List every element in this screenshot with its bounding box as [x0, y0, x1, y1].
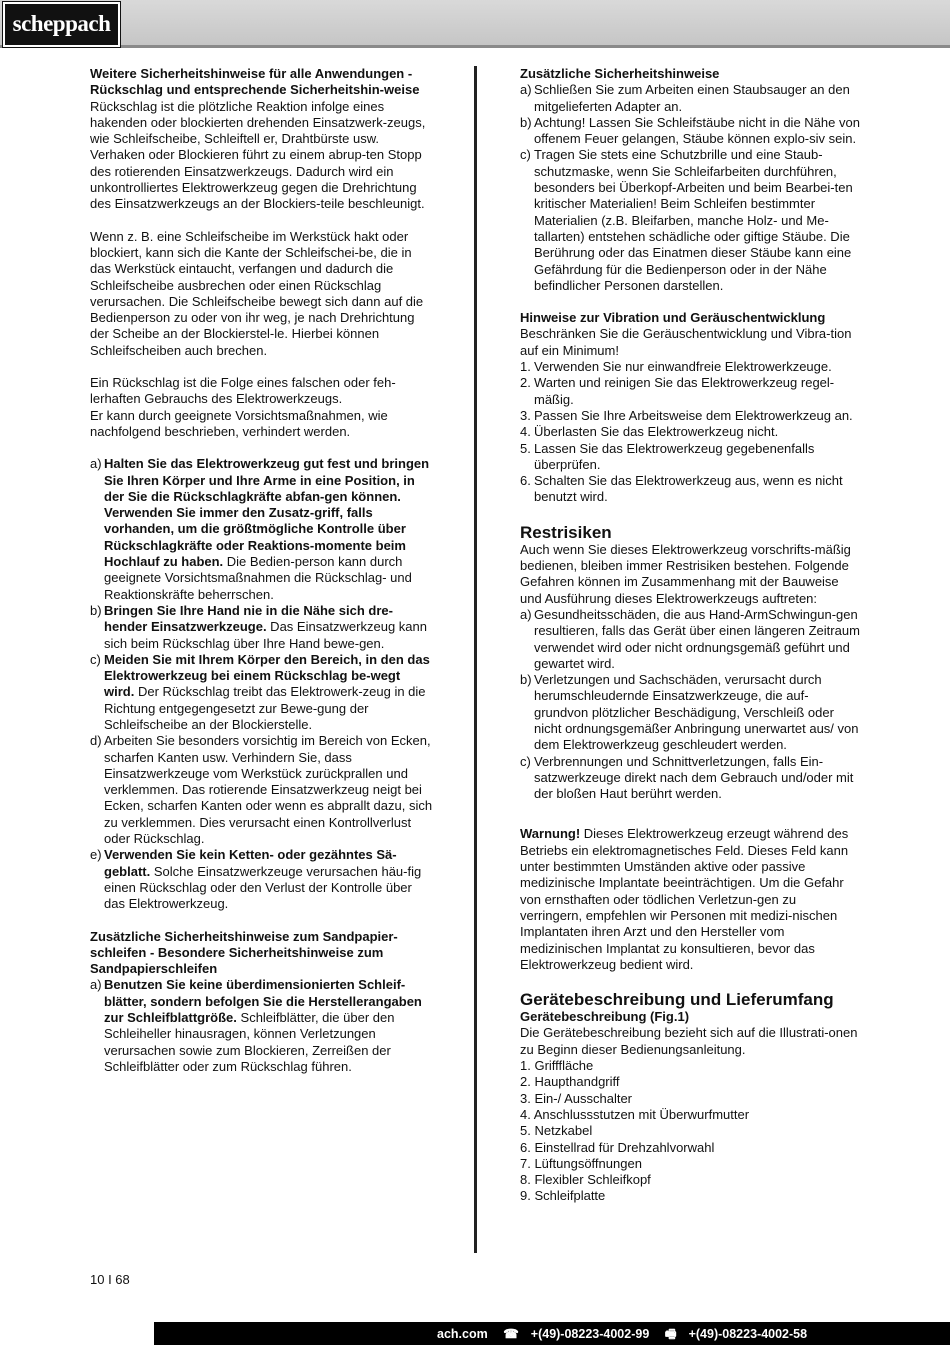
list-item-text: Schalten Sie das Elektrowerkzeug aus, wenn es nicht benutzt wird.	[534, 473, 843, 505]
list-item	[90, 456, 433, 603]
list-marker: 2.	[520, 375, 531, 391]
list-item	[520, 147, 860, 294]
brand-logo: scheppach	[3, 2, 120, 47]
part-item: 9. Schleifplatte	[520, 1188, 606, 1204]
additional-safety-heading: Zusätzliche Sicherheitshinweise	[520, 66, 720, 81]
device-description-subheading: Gerätebeschreibung (Fig.1)	[520, 1009, 690, 1025]
fax-number: +(49)-08223-4002-58	[688, 1327, 808, 1341]
column-divider	[474, 66, 477, 1253]
list-item	[520, 82, 860, 115]
list-marker: 6.	[520, 473, 531, 489]
list-item	[520, 375, 860, 408]
right-column	[520, 66, 860, 1205]
list-item-text: Das Einsatzwerkzeug kann sich beim Rückschlag über Ihre Hand bewe-gen.	[104, 619, 427, 651]
sandpaper-heading: Zusätzliche Sicherheitshinweise zum Sandpapier-schleifen - Besondere Sicherheitshinweise zum Sandpapierschleifen	[90, 928, 398, 977]
page-number: 10 I 68	[90, 1272, 130, 1287]
phone-number: +(49)-08223-4002-99	[530, 1327, 650, 1341]
list-item	[90, 652, 433, 733]
list-item-text: Schleifblätter, die über den Schleiheller hinausragen, können Verletzungen verursachen sowie zum Blockieren, Zerreißen der Schleifblätter oder zum Rückschlag führen.	[104, 1010, 395, 1074]
kickback-para-4: Er kann durch geeignete Vorsichtsmaßnahmen, wie nachfolgend beschrieben, verhindert werden.	[90, 407, 388, 439]
list-item	[520, 672, 860, 753]
list-item	[90, 733, 433, 847]
list-item	[520, 424, 860, 440]
list-item-text: Lassen Sie das Elektrowerkzeug gegebenenfalls überprüfen.	[534, 440, 815, 472]
residual-risks-intro: Auch wenn Sie dieses Elektrowerkzeug vorschrifts-mäßig bedienen, bleiben immer Restrisiken bestehen. Folgende Gefahren können im Zusammenhang mit der Bauweise und Ausführung dieses Elektrowerkzeugs auftreten:	[520, 541, 851, 606]
header-bar	[0, 0, 950, 48]
part-item: 1. Grifffläche	[520, 1058, 594, 1074]
footer-whitebox	[0, 1322, 154, 1345]
list-item-bold: Bringen Sie Ihre Hand nie in die Nähe sich dre-hender Einsatzwerkzeuge.	[104, 602, 393, 635]
list-item	[520, 359, 860, 375]
list-marker: 3.	[520, 407, 531, 423]
list-marker: a)	[520, 606, 532, 622]
phone-icon: ☎	[503, 1327, 519, 1341]
list-item-text: Verwenden Sie nur einwandfreie Elektrowerkzeuge.	[534, 359, 832, 375]
list-item-bold: Meiden Sie mit Ihrem Körper den Bereich, in den das Elektrowerkzeug bei einem Rückschlag be-wegt wird.	[104, 651, 430, 700]
list-marker: b)	[520, 672, 532, 688]
kickback-para-3: Ein Rückschlag ist die Folge eines falschen oder feh-lerhaften Gebrauchs des Elektrowerkzeugs.	[90, 375, 396, 407]
list-item-bold: Halten Sie das Elektrowerkzeug gut fest und bringen Sie Ihren Körper und Ihre Arme in eine Position, in der Sie die Rückschlagkräfte abfan-gen können. Verwenden Sie immer den Zusatz-griff, falls vorhanden, um die größtmögliche Kontrolle über Rückschlagkräfte oder Reaktions-momente beim Hochlauf zu haben.	[104, 456, 430, 570]
list-marker: c)	[90, 651, 101, 667]
residual-risks-heading: Restrisiken	[520, 522, 612, 542]
list-item-text: Schließen Sie zum Arbeiten einen Staubsauger an den mitgelieferten Adapter an.	[534, 82, 850, 114]
vibration-intro: Beschränken Sie die Geräuschentwicklung und Vibra-tion auf ein Minimum!	[520, 326, 852, 358]
list-item-bold: Verwenden Sie kein Ketten- oder gezähntes Sä-geblatt.	[104, 847, 397, 879]
list-marker: 1.	[520, 359, 531, 375]
list-item	[90, 603, 433, 652]
list-item-text: Die Bedien-person kann durch geeignete Vorsichtsmaßnahmen die Rückschlag- und Reaktionskräfte beherrschen.	[104, 554, 412, 602]
list-item	[520, 473, 860, 506]
list-item-text: Warten und reinigen Sie das Elektrowerkzeug regel-mäßig.	[534, 375, 835, 407]
list-item-text: Arbeiten Sie besonders vorsichtig im Bereich von Ecken, scharfen Kanten usw. Verhindern Sie, dass Einsatzwerkzeuge vom Werkstück zurückprallen und verklemmen. Das rotierende Einsatzwerkzeug neigt bei Ecken, scharfen Kanten oder wenn es abprallt dazu, sich zu verklemmen. Dies verursacht einen Kontrollverlust oder Rückschlag.	[104, 733, 433, 847]
list-item-text: Überlasten Sie das Elektrowerkzeug nicht.	[534, 424, 779, 440]
warning-text: Dieses Elektrowerkzeug erzeugt während des Betriebs ein elektromagnetisches Feld. Dieses Feld kann unter bestimmten Umständen aktive oder passive medizinische Implantate beeinträchtigen. Um die Gefahr von ernsthaften oder tödlichen Verletzun-gen zu verringern, empfehlen wir Personen mit medizi-nischen Implantaten ihren Arzt und den Hersteller vom medizinischen Implantat zu konsultieren, bevor das Elektrowerkzeug bedient wird.	[520, 826, 849, 972]
part-item: 8. Flexibler Schleifkopf	[520, 1172, 651, 1188]
warning-label: Warnung!	[520, 826, 581, 842]
list-item-text: Verbrennungen und Schnittverletzungen, falls Ein-satzwerkzeuge direkt nach dem Gebrauch und/oder mit der bloßen Haut berührt werden.	[534, 753, 854, 802]
list-marker: a)	[520, 82, 532, 98]
list-item	[520, 408, 860, 424]
list-item	[520, 441, 860, 474]
warning-paragraph	[520, 826, 860, 973]
part-item: 3. Ein-/ Ausschalter	[520, 1090, 632, 1106]
list-marker: 4.	[520, 424, 531, 440]
list-item-text: Solche Einsatzwerkzeuge verursachen häu-fig einen Rückschlag oder den Verlust der Kontrolle über das Elektrowerkzeug.	[104, 863, 422, 912]
list-item	[520, 754, 860, 803]
list-marker: b)	[90, 602, 102, 618]
list-marker: a)	[90, 977, 102, 993]
kickback-para-1: Rückschlag ist die plötzliche Reaktion infolge eines hakenden oder blockierten drehenden Einsatzwerk-zeugs, wie Schleifscheibe, Schleiftell er, Drahtbürste usw. Verhaken oder Blockieren führt zu einem abrup-ten Stopp des rotierenden Einsatzwerkzeugs. Dadurch wird ein unkontrolliertes Elektrowerkzeug gegen die Drehrichtung des Einsatzwerkzeugs an der Blockiers-teile beschleunigt.	[90, 98, 426, 212]
device-description-intro: Die Gerätebeschreibung bezieht sich auf die Illustrati-onen zu Beginn dieser Bedienungsanleitung.	[520, 1025, 858, 1057]
list-item	[90, 847, 433, 912]
list-item-text: Tragen Sie stets eine Schutzbrille und eine Staub-schutzmaske, wenn Sie Schleifarbeiten durchführen, besonders bei Überkopf-Arbeiten und beim Bearbei-ten kritischer Materialien! Beim Schleifen bestimmter Materialien (z.B. Bleifarben, manche Holz- und Me-tallarten) entstehen schädliche oder giftige Stäube. Die Berührung oder das Einatmen dieser Stäube kann eine Gefährdung für die Bedienperson oder in der Nähe befindlicher Personen darstellen.	[534, 147, 853, 293]
list-marker: a)	[90, 456, 102, 472]
list-marker: b)	[520, 114, 532, 130]
device-description-heading: Gerätebeschreibung und Lieferumfang	[520, 990, 834, 1010]
list-item-text: Der Rückschlag treibt das Elektrowerk-zeug in die Richtung entgegengesetzt zur Bewe-gung der Schleifscheibe an der Blockierstelle.	[104, 684, 426, 732]
list-item-text: Passen Sie Ihre Arbeitsweise dem Elektrowerkzeug an.	[534, 407, 853, 423]
list-item	[90, 977, 433, 1075]
list-marker: d)	[90, 733, 102, 749]
left-column	[90, 66, 433, 1075]
footer-contact	[437, 1325, 819, 1345]
list-item	[520, 115, 860, 148]
list-item-text: Achtung! Lassen Sie Schleifstäube nicht in die Nähe von offenem Feuer gelangen, Stäube können explo-siv sein.	[534, 114, 860, 147]
fax-icon: 🖷	[664, 1327, 677, 1341]
vibration-heading: Hinweise zur Vibration und Geräuschentwicklung	[520, 310, 826, 326]
part-item: 5. Netzkabel	[520, 1123, 593, 1139]
list-marker: c)	[520, 147, 531, 163]
kickback-heading: Weitere Sicherheitshinweise für alle Anwendungen -Rückschlag und entsprechende Sicherheitshin-weise	[90, 66, 420, 98]
part-item: 6. Einstellrad für Drehzahlvorwahl	[520, 1139, 715, 1155]
list-marker: 5.	[520, 440, 531, 456]
part-item: 2. Haupthandgriff	[520, 1074, 620, 1090]
list-marker: c)	[520, 753, 531, 769]
list-marker: e)	[90, 847, 102, 863]
list-item-text: Gesundheitsschäden, die aus Hand-ArmSchwingun-gen resultieren, falls das Gerät über einen längeren Zeitraum verwendet wird oder nicht ordnungsgemäß geführt und gewartet wird.	[534, 606, 860, 671]
part-item: 4. Anschlussstutzen mit Überwurfmutter	[520, 1106, 750, 1122]
list-item-bold: Benutzen Sie keine überdimensionierten Schleif-blätter, sondern befolgen Sie die Herstellerangaben zur Schleifblattgröße.	[104, 977, 422, 1026]
list-item-text: Verletzungen und Sachschäden, verursacht durch herumschleudernde Einsatzwerkzeuge, die auf-grundvon plötzlicher Beschädigung, Verschleiß oder nicht ordnungsgemäßer Anbringung unerwartet aus/ von dem Elektrowerkzeug geschleudert werden.	[534, 672, 859, 753]
website-text: ach.com	[437, 1327, 488, 1341]
part-item: 7. Lüftungsöffnungen	[520, 1155, 642, 1171]
list-item	[520, 607, 860, 672]
kickback-para-2: Wenn z. B. eine Schleifscheibe im Werkstück hakt oder blockiert, kann sich die Kante der Schleifschei-be, die in das Werkstück eintaucht, verfangen und dadurch die Schleifscheibe ausbrechen oder einen Rückschlag verursachen. Die Schleifscheibe bewegt sich dann auf die Bedienperson zu oder von ihr weg, je nach Drehrichtung der Scheibe an der Blockierstel-le. Hierbei können Schleifscheiben auch brechen.	[90, 228, 424, 358]
footer-bar	[0, 1322, 950, 1345]
